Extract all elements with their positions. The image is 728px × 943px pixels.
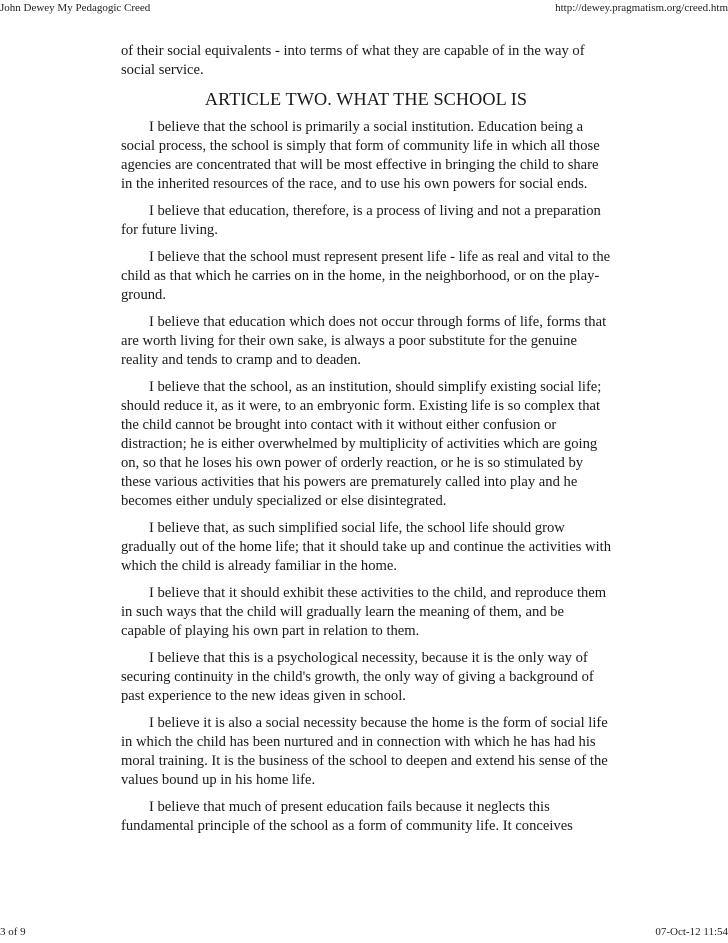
page-number: 3 of 9 [0, 926, 26, 938]
document-body [121, 42, 611, 844]
paragraph-8: I believe that this is a psychological necessity, because it is the only way of securing continuity in the child's growth, the only way of giving a background of past experience to the new ideas given in school. [121, 650, 594, 704]
paragraph-1: I believe that the school is primarily a social institution. Education being a social process, the school is simply that form of community life in which all those agencies are concentrated that will be most effective in bringing the child to share in the inherited resources of the race, and to use his own powers for social ends. [121, 119, 600, 192]
page-header-url: http://dewey.pragmatism.org/creed.htm [555, 2, 728, 14]
paragraph-10: I believe that much of present education fails because it neglects this fundamental principle of the school as a form of community life. It conceives [121, 799, 573, 834]
paragraph-6: I believe that, as such simplified social life, the school life should grow gradually out of the home life; that it should take up and continue the activities with which the child is already familiar in the home. [121, 520, 611, 574]
print-timestamp: 07-Oct-12 11:54 [655, 926, 728, 938]
continuation-paragraph: of their social equivalents - into terms of what they are capable of in the way of social service. [121, 43, 585, 78]
paragraph-2: I believe that education, therefore, is a process of living and not a preparation for future living. [121, 203, 601, 238]
section-heading: ARTICLE TWO. WHAT THE SCHOOL IS [204, 89, 528, 109]
paragraph-3: I believe that the school must represent present life - life as real and vital to the child as that which he carries on in the home, in the neighborhood, or on the play-ground. [121, 249, 611, 303]
page-header-title: John Dewey My Pedagogic Creed [0, 2, 151, 14]
paragraph-9: I believe it is also a social necessity because the home is the form of social life in which the child has been nurtured and in connection with which he has had his moral training. It is the business of the school to deepen and extend his sense of the values bound up in his home life. [121, 715, 608, 788]
paragraph-4: I believe that education which does not occur through forms of life, forms that are worth living for their own sake, is always a poor substitute for the genuine reality and tends to cramp and to deaden. [121, 314, 607, 368]
paragraph-7: I believe that it should exhibit these activities to the child, and reproduce them in such ways that the child will gradually learn the meaning of them, and be capable of playing his own part in relation to them. [121, 585, 607, 639]
paragraph-5: I believe that the school, as an institution, should simplify existing social life; should reduce it, as it were, to an embryonic form. Existing life is so complex that the child cannot be brought into contact with it without either confusion or distraction; he is either overwhelmed by multiplicity of activities which are going on, so that he loses his own power of orderly reaction, or he is so stimulated by these various activities that his powers are prematurely called into play and he becomes either unduly specialized or else disintegrated. [121, 379, 602, 509]
